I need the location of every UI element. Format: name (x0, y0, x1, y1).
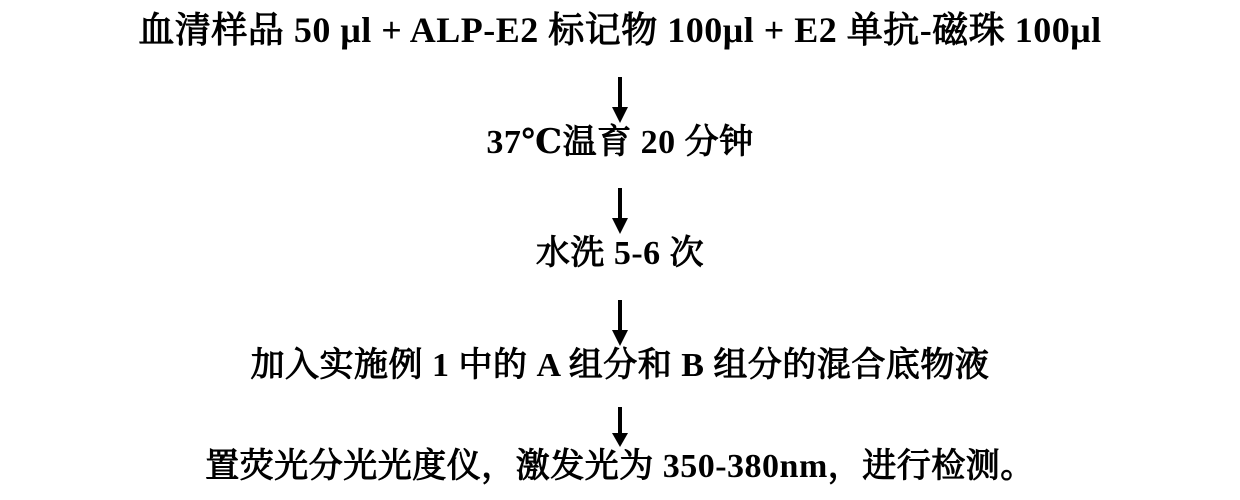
flow-step-add-substrate: 加入实施例 1 中的 A 组分和 B 组分的混合底物液 (250, 346, 990, 384)
flow-step-measure: 置荧光分光光度仪，激发光为 350-380nm，进行检测。 (205, 447, 1035, 485)
flow-step-incubate: 37℃温育 20 分钟 (486, 124, 754, 162)
down-arrow-icon (600, 188, 640, 234)
flow-step-wash: 水洗 5-6 次 (535, 235, 705, 273)
down-arrow-icon (600, 300, 640, 346)
flow-step-mix-reagents: 血清样品 50 μl + ALP-E2 标记物 100μl + E2 单抗-磁珠 100μl (138, 10, 1102, 50)
down-arrow-icon (600, 77, 640, 123)
down-arrow-icon (600, 407, 640, 447)
